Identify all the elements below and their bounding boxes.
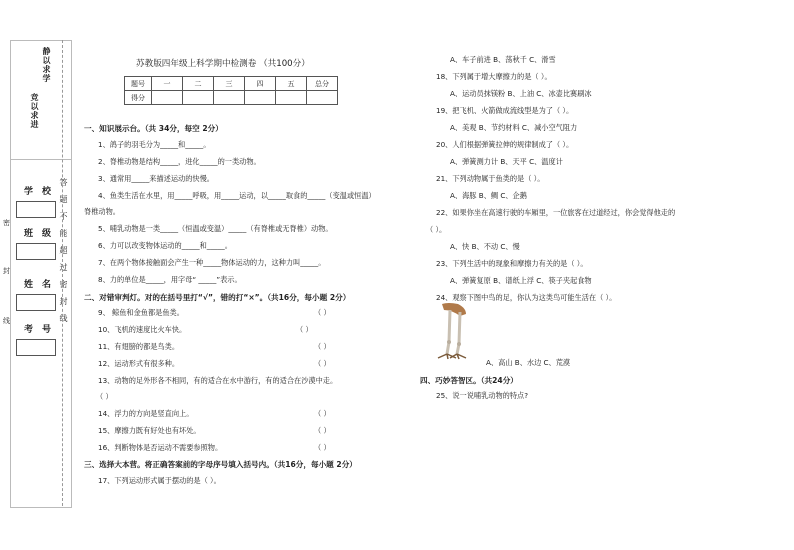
score-header-cell: 五: [276, 77, 307, 91]
score-header-cell: 一: [152, 77, 183, 91]
question-9: 9、 鲸鱼和金鱼都是鱼类。: [98, 308, 184, 317]
question-18: 18、下列属于增大摩擦力的是（ ）。: [436, 72, 552, 81]
answer-paren-9[interactable]: （ ）: [314, 308, 331, 317]
question-8: 8、力的单位是_____，用字母“ _____”表示。: [98, 275, 242, 284]
question-24: 24、观察下图中鸟的足，你认为这类鸟可能生活在（ ）。: [436, 293, 617, 302]
question-12: 12、运动形式有很多种。: [98, 359, 180, 368]
question-13: 13、动物的足外形各不相同，有的适合在水中游行，有的适合在沙漠中走。: [98, 376, 338, 385]
school-label: 学 校: [24, 187, 52, 197]
question-23-options: A、弹簧复原 B、谱纸上浮 C、筷子夹起食物: [450, 276, 592, 285]
question-6: 6、力可以改变物体运动的_____和_____。: [98, 241, 232, 250]
question-23: 23、下列生活中的现象和摩擦力有关的是（ ）。: [436, 259, 588, 268]
section-1-heading: 一、知识展示台。（共 34分，每空 2分）: [84, 124, 223, 133]
question-18-options: A、运动员抹镁粉 B、上油 C、冰壶比赛刷冰: [450, 89, 592, 98]
answer-paren-16[interactable]: （ ）: [314, 443, 331, 452]
question-20: 20、人们根据弹簧拉伸的规律制成了（ ）。: [436, 140, 574, 149]
section-2-heading: 二、对错审判灯。对的在括号里打“√”，错的打“×”。（共16分，每小题 2分）: [84, 293, 351, 302]
question-5: 5、哺乳动物是一类_____（恒温或变温）_____（有脊椎或无脊椎）动物。: [98, 224, 333, 233]
question-24-options: A、高山 B、水边 C、荒漠: [486, 358, 571, 367]
question-16: 16、判断物体是否运动不需要参照物。: [98, 443, 223, 452]
question-1: 1、鸽子的羽毛分为_____和_____。: [98, 140, 211, 149]
answer-paren-11[interactable]: （ ）: [314, 342, 331, 351]
answer-paren-10[interactable]: （ ）: [296, 325, 313, 334]
score-cell[interactable]: [307, 91, 338, 105]
question-21-options: A、海豚 B、鲷 C、企鹅: [450, 191, 527, 200]
question-25: 25、说一说哺乳动物的特点?: [436, 391, 529, 400]
score-cell[interactable]: [214, 91, 245, 105]
score-cell[interactable]: [152, 91, 183, 105]
score-header-cell: 题号: [125, 77, 152, 91]
seal-mark-feng: 封: [3, 267, 10, 275]
question-11: 11、有翅膀的都是鸟类。: [98, 342, 180, 351]
page-title: 苏教版四年级上科学期中检测卷 （共100分）: [136, 59, 310, 69]
school-field[interactable]: [16, 201, 56, 218]
class-field[interactable]: [16, 243, 56, 260]
score-cell[interactable]: [183, 91, 214, 105]
question-15: 15、摩擦力既有好处也有坏处。: [98, 426, 201, 435]
score-header-row: [125, 77, 338, 91]
question-7: 7、在两个物体接触面会产生一种_____物体运动的力，这种力叫_____。: [98, 258, 326, 267]
seal-mark-xian: 线: [3, 317, 10, 325]
question-4-cont: 脊椎动物。: [84, 207, 120, 216]
score-header-cell: 三: [214, 77, 245, 91]
section-3-heading: 三、选择大本营。将正确答案前的字母序号填入括号内。（共16分，每小题 2分）: [84, 460, 357, 469]
question-17-options: A、车子前进 B、荡秋千 C、滑雪: [450, 55, 556, 64]
score-header-cell: 四: [245, 77, 276, 91]
question-2: 2、脊椎动物是结构_____，进化_____的一类动物。: [98, 157, 261, 166]
score-header-cell: 总分: [307, 77, 338, 91]
answer-paren-15[interactable]: （ ）: [314, 426, 331, 435]
question-17: 17、下列运动形式属于摆动的是（ ）。: [98, 476, 221, 485]
motto-2: 竞以求进: [30, 93, 39, 129]
answer-paren-13[interactable]: （ ）: [96, 392, 113, 401]
question-3: 3、通常用_____来描述运动的快慢。: [98, 174, 214, 183]
question-22-options: A、快 B、不动 C、慢: [450, 242, 520, 251]
answer-paren-12[interactable]: （ ）: [314, 359, 331, 368]
question-22: 22、如果你坐在高速行驶的车厢里，一位旅客在过道经过，你会觉得他走的: [436, 208, 676, 217]
bird-legs-illustration: [436, 302, 476, 364]
class-label: 班 级: [24, 229, 52, 239]
motto-1: 静以求学: [42, 47, 51, 83]
name-field[interactable]: [16, 294, 56, 311]
score-header-cell: 二: [183, 77, 214, 91]
question-22-cont: （ ）。: [426, 225, 447, 234]
question-19: 19、把飞机、火箭做成流线型是为了（ ）。: [436, 106, 574, 115]
seal-line-note: 答题不能超过密封线: [59, 178, 68, 331]
seal-line: [62, 40, 63, 506]
score-cell[interactable]: [276, 91, 307, 105]
question-20-options: A、弹簧测力计 B、天平 C、温度计: [450, 157, 563, 166]
score-cell[interactable]: [245, 91, 276, 105]
number-field[interactable]: [16, 339, 56, 356]
seal-mark-mi: 密: [3, 219, 10, 227]
question-4: 4、鱼类生活在水里，用_____呼吸，用_____运动，以_____取食的_____（变温或恒温）: [98, 191, 376, 200]
name-label: 姓 名: [24, 280, 52, 290]
score-table: [124, 76, 338, 105]
question-19-options: A、美观 B、节约材料 C、减小空气阻力: [450, 123, 578, 132]
score-row: [125, 91, 338, 105]
question-14: 14、浮力的方向是竖直向上。: [98, 409, 194, 418]
score-row-label: 得分: [125, 91, 152, 105]
question-10: 10、飞机的速度比火车快。: [98, 325, 187, 334]
question-21: 21、下列动物属于鱼类的是（ ）。: [436, 174, 545, 183]
number-label: 考 号: [24, 325, 52, 335]
section-4-heading: 四、巧妙答智区。（共24分）: [420, 376, 518, 385]
answer-paren-14[interactable]: （ ）: [314, 409, 331, 418]
